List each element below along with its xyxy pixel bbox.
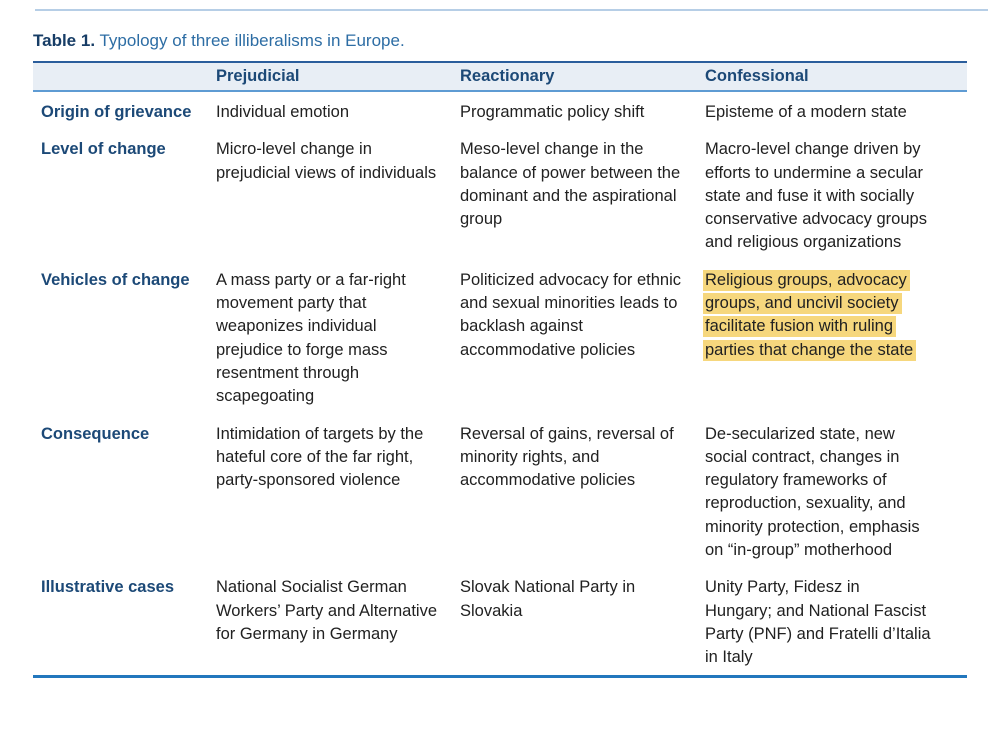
header-cell-confessional: Confessional: [705, 62, 967, 91]
table-caption-label: Table 1.: [33, 31, 96, 50]
cell-reactionary: Reversal of gains, reversal of minority rights, and accommodative policies: [460, 424, 674, 490]
table-block: [33, 30, 967, 678]
table-row: [33, 414, 967, 568]
row-label: Origin of grievance: [41, 103, 192, 121]
table-row: [33, 260, 967, 414]
cell-confessional: Macro-level change driven by efforts to undermine a secular state and fuse it with socially conservative advocacy groups and religious organizations: [705, 140, 927, 252]
row-label: Level of change: [41, 140, 166, 159]
header-row: [33, 62, 967, 91]
header-cell-empty: [33, 62, 216, 91]
cell-prejudicial: Intimidation of targets by the hateful core of the far right, party-sponsored violence: [216, 424, 424, 490]
table-caption: [33, 30, 967, 51]
cell-prejudicial: A mass party or a far-right movement party that weaponizes individual prejudice to forge mass resentment through scapegoating: [216, 270, 406, 406]
cell-prejudicial: Micro-level change in prejudicial views of individuals: [216, 140, 437, 182]
cell-reactionary: Programmatic policy shift: [460, 103, 645, 121]
header-cell-prejudicial: Prejudicial: [216, 62, 460, 91]
table-row: [33, 91, 967, 129]
cell-confessional: Unity Party, Fidesz in Hungary; and National Fascist Party (PNF) and Fratelli d’Italia in Italy: [705, 578, 931, 667]
cell-prejudicial: National Socialist German Workers’ Party and Alternative for Germany in Germany: [216, 578, 438, 643]
cell-confessional: De-secularized state, new social contract, changes in regulatory frameworks of reproduction, sexuality, and minority protection, emphasis on “in-group” motherhood: [705, 424, 920, 560]
cell-reactionary: Slovak National Party in Slovakia: [460, 578, 636, 620]
row-label: Vehicles of change: [41, 270, 190, 289]
typology-table: [33, 61, 967, 678]
row-label: Illustrative cases: [41, 578, 174, 597]
page-top-rule: [35, 9, 988, 11]
cell-reactionary: Meso-level change in the balance of power between the dominant and the aspirational group: [460, 140, 681, 229]
row-label: Consequence: [41, 424, 150, 443]
header-cell-reactionary: Reactionary: [460, 62, 705, 91]
cell-reactionary: Politicized advocacy for ethnic and sexual minorities leads to backlash against accommodative policies: [460, 270, 682, 359]
cell-prejudicial: Individual emotion: [216, 103, 349, 121]
table-row: [33, 567, 967, 676]
cell-confessional: Episteme of a modern state: [705, 103, 907, 121]
table-row: [33, 129, 967, 259]
table-caption-text: Typology of three illiberalisms in Europe.: [99, 31, 405, 50]
highlighted-text: Religious groups, advocacy groups, and uncivil society facilitate fusion with ruling parties that change the state: [703, 270, 916, 361]
cell-confessional-highlighted: [705, 260, 967, 414]
